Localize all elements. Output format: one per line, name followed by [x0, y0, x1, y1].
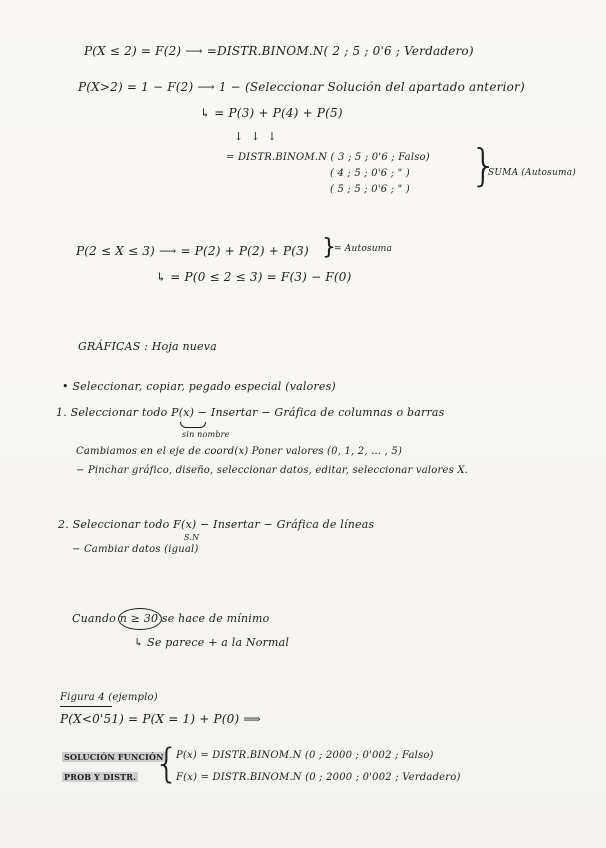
step-axis-values: Cambiamos en el eje de coord(x) Poner valores (0, 1, 2, ... , 5)	[76, 446, 403, 457]
solution-function-label: SOLUCIÓN FUNCIÓN	[64, 752, 164, 762]
formula-cumulative: P(X ≤ 2) = F(2) ⟶ =DISTR.BINOM.N( 2 ; 5 ; 0'6 ; Verdadero)	[84, 44, 474, 58]
sum-autosum-note: SUMA (Autosuma)	[488, 168, 576, 178]
left-brace: {	[154, 741, 180, 787]
formula-pdf-example: P(x) = DISTR.BINOM.N (0 ; 2000 ; 0'002 ; Falso)	[176, 750, 434, 761]
step-line-chart: 2. Seleccionar todo F(x) − Insertar − Gráfica de líneas	[58, 518, 375, 531]
step-column-chart: 1. Seleccionar todo P(x) − Insertar − Gráfica de columnas o barras	[56, 406, 445, 419]
underbrace-mark	[180, 422, 206, 428]
formula-binom-row-3: ( 5 ; 5 ; 0'6 ; " )	[330, 184, 410, 195]
sn-note: S.N	[184, 533, 200, 542]
formula-interval: P(2 ≤ X ≤ 3) ⟶ = P(2) + P(2) + P(3)	[76, 244, 309, 258]
autosum-note: = Autosuma	[334, 244, 393, 254]
note-large-n: Cuando n ≥ 30 se hace de mínimo	[72, 612, 270, 625]
formula-cdf-example: F(x) = DISTR.BINOM.N (0 ; 2000 ; 0'002 ; Verdadero)	[176, 772, 461, 783]
graphs-heading: GRÁFICAS : Hoja nueva	[78, 340, 217, 353]
step-edit-data: − Pinchar gráfico, diseño, seleccionar datos, editar, seleccionar valores X.	[76, 465, 469, 476]
right-brace: }	[470, 140, 498, 191]
heading-underline	[60, 706, 112, 707]
down-arrows: ↓ ↓ ↓	[234, 130, 279, 143]
formula-complement: P(X>2) = 1 − F(2) ⟶ 1 − (Seleccionar Solución del apartado anterior)	[78, 80, 525, 94]
formula-sum-terms: ↳ = P(3) + P(4) + P(5)	[200, 106, 343, 120]
no-name-note: sin nombre	[182, 430, 230, 439]
step-copy-paste: • Seleccionar, copiar, pegado especial (valores)	[62, 380, 336, 393]
formula-binom-row-1: = DISTR.BINOM.N ( 3 ; 5 ; 0'6 ; Falso)	[226, 152, 430, 163]
note-normal-approx: ↳ Se parece + a la Normal	[134, 636, 290, 649]
formula-interval-cdf: ↳ = P(0 ≤ 2 ≤ 3) = F(3) − F(0)	[156, 270, 352, 284]
prob-distr-label: PROB Y DISTR.	[64, 772, 137, 782]
figure-example-heading: Figura 4 (ejemplo)	[60, 692, 158, 703]
formula-example: P(X<0'51) = P(X = 1) + P(0) ⟹	[60, 712, 261, 726]
step-change-data: − Cambiar datos (igual)	[72, 544, 199, 555]
right-brace-small: }	[322, 235, 336, 260]
circled-condition	[118, 608, 162, 630]
formula-binom-row-2: ( 4 ; 5 ; 0'6 ; " )	[330, 168, 410, 179]
